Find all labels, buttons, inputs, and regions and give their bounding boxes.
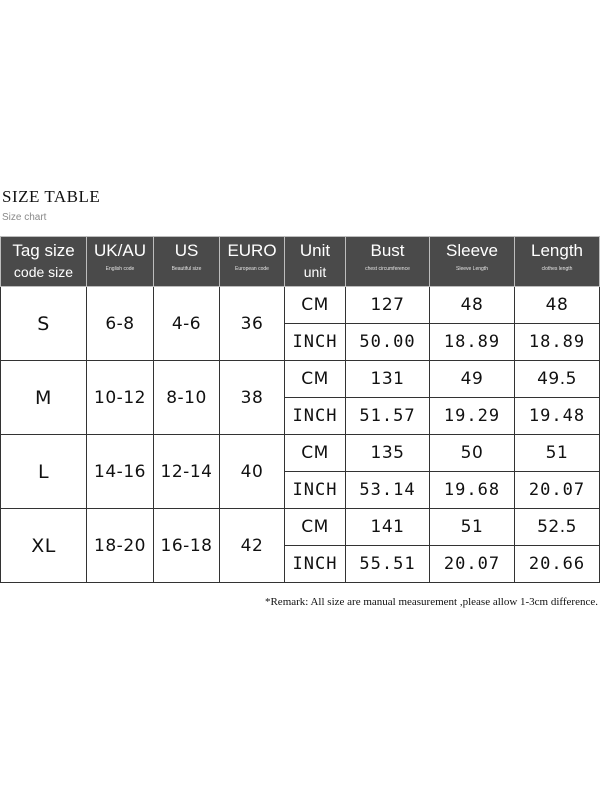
header-sublabel: code size (13, 264, 74, 280)
tag-size-cell: S (1, 287, 87, 361)
header-sublabel: clothes length (541, 266, 573, 272)
header-label: Unit (299, 241, 331, 260)
header-sublabel: English code (105, 266, 135, 272)
length-cell: 20.66 (515, 546, 600, 583)
table-row-s-cm (1, 287, 600, 324)
header-bust (346, 237, 430, 287)
unit-cell: INCH (285, 472, 346, 509)
unit-cell: CM (285, 509, 346, 546)
uk-au-cell: 10-12 (87, 361, 154, 435)
sleeve-cell: 49 (430, 361, 515, 398)
header-euro (220, 237, 285, 287)
us-cell: 16-18 (154, 509, 220, 583)
length-cell: 19.48 (515, 398, 600, 435)
length-cell: 18.89 (515, 324, 600, 361)
unit-cell: INCH (285, 546, 346, 583)
bust-cell: 131 (346, 361, 430, 398)
header-label: Tag size (12, 241, 75, 260)
header-sublabel: unit (303, 264, 327, 280)
header-label: EURO (227, 241, 277, 260)
length-cell: 49.5 (515, 361, 600, 398)
bust-cell: 141 (346, 509, 430, 546)
euro-cell: 40 (220, 435, 285, 509)
unit-cell: CM (285, 361, 346, 398)
us-cell: 12-14 (154, 435, 220, 509)
uk-au-cell: 6-8 (87, 287, 154, 361)
header-length (515, 237, 600, 287)
header-label: UK/AU (94, 241, 146, 260)
tag-size-cell: M (1, 361, 87, 435)
header-row (1, 237, 600, 287)
header-sublabel: European code (235, 266, 269, 272)
header-label: Bust (370, 241, 405, 260)
uk-au-cell: 18-20 (87, 509, 154, 583)
header-sublabel: Beautiful size (171, 266, 202, 272)
euro-cell: 38 (220, 361, 285, 435)
sleeve-cell: 18.89 (430, 324, 515, 361)
header-label: Sleeve (446, 241, 498, 260)
euro-cell: 42 (220, 509, 285, 583)
us-cell: 4-6 (154, 287, 220, 361)
header-us (154, 237, 220, 287)
page-title: SIZE TABLE (2, 187, 101, 206)
bust-cell: 51.57 (346, 398, 430, 435)
us-cell: 8-10 (154, 361, 220, 435)
sleeve-cell: 19.29 (430, 398, 515, 435)
sleeve-cell: 19.68 (430, 472, 515, 509)
bust-cell: 127 (346, 287, 430, 324)
bust-cell: 55.51 (346, 546, 430, 583)
header-uk-au (87, 237, 154, 287)
table-row-m-cm (1, 361, 600, 398)
bust-cell: 135 (346, 435, 430, 472)
length-cell: 51 (515, 435, 600, 472)
header-tag-size (1, 237, 87, 287)
unit-cell: INCH (285, 324, 346, 361)
header-unit (285, 237, 346, 287)
tag-size-cell: XL (1, 509, 87, 583)
length-cell: 48 (515, 287, 600, 324)
unit-cell: CM (285, 435, 346, 472)
sleeve-cell: 50 (430, 435, 515, 472)
header-label: Length (531, 241, 583, 260)
header-label: US (174, 241, 199, 260)
length-cell: 52.5 (515, 509, 600, 546)
sleeve-cell: 48 (430, 287, 515, 324)
sleeve-cell: 20.07 (430, 546, 515, 583)
sleeve-cell: 51 (430, 509, 515, 546)
table-row-xl-cm (1, 509, 600, 546)
page-subtitle: Size chart (2, 212, 47, 223)
unit-cell: CM (285, 287, 346, 324)
table-row-l-cm (1, 435, 600, 472)
remark-note: *Remark: All size are manual measurement ,please allow 1-3cm difference. (264, 596, 598, 608)
header-sublabel: Sleeve Length (456, 266, 488, 272)
tag-size-cell: L (1, 435, 87, 509)
unit-cell: INCH (285, 398, 346, 435)
bust-cell: 50.00 (346, 324, 430, 361)
size-table (0, 236, 600, 583)
bust-cell: 53.14 (346, 472, 430, 509)
header-sublabel: chest circumference (365, 266, 410, 272)
length-cell: 20.07 (515, 472, 600, 509)
header-sleeve (430, 237, 515, 287)
euro-cell: 36 (220, 287, 285, 361)
uk-au-cell: 14-16 (87, 435, 154, 509)
